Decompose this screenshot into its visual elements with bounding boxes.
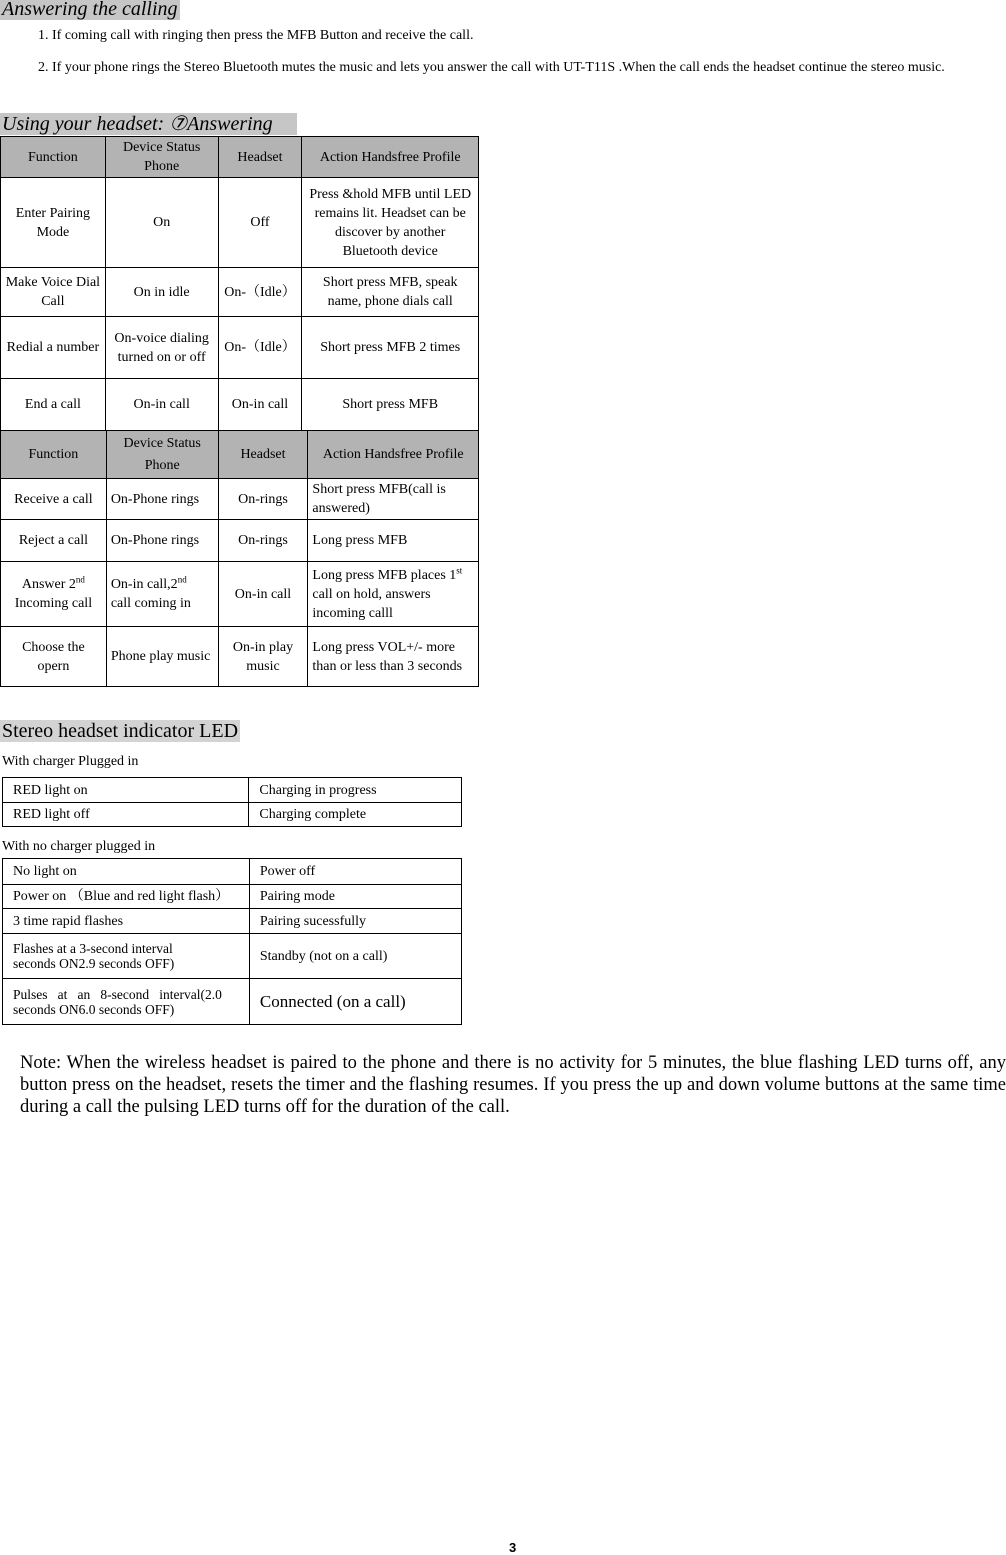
cell-action: Short press MFB(call is answered) — [308, 479, 479, 520]
list-item: 1. If coming call with ringing then press the MFB Button and receive the call. — [38, 28, 474, 43]
led-nocharger-table — [2, 858, 462, 1025]
cell-headset: On-in call — [218, 379, 302, 431]
cell-led-state: Power on （Blue and red light flash） — [3, 885, 250, 909]
table-row — [3, 778, 462, 803]
cell-led-meaning: Standby (not on a call) — [249, 934, 461, 979]
cell-headset: On-rings — [218, 520, 308, 562]
cell-headset: On-（Idle） — [218, 268, 302, 317]
cell-headset: Off — [218, 178, 302, 268]
cell-headset: On-（Idle） — [218, 317, 302, 379]
cell-led-state: No light on — [3, 859, 250, 885]
cell-function: End a call — [1, 379, 106, 431]
note-paragraph: Note: When the wireless headset is paired to the phone and there is no activity for 5 minutes, the blue flashing LED turns off, any button press on the headset, resets the timer and the flashing resumes. If you press the up and down volume buttons at the same time during a call the pulsing LED turns off for the duration of the call. — [20, 1053, 1006, 1117]
list-item: 2. If your phone rings the Stereo Bluetooth mutes the music and lets you answer the call with UT-T11S .When the call ends the headset continue the stereo music. — [38, 60, 945, 75]
header-headset: Headset — [218, 137, 302, 178]
cell-function: Make Voice Dial Call — [1, 268, 106, 317]
cell-function: Enter Pairing Mode — [1, 178, 106, 268]
header-action: Action Handsfree Profile — [308, 431, 479, 479]
page-number: 3 — [509, 1540, 517, 1555]
table-row — [3, 803, 462, 827]
cell-headset: On-in call — [218, 562, 308, 627]
cell-led-state: RED light off — [3, 803, 249, 827]
cell-led-state: Flashes at a 3-second interval seconds ON2.9 seconds OFF) — [3, 934, 250, 979]
cell-device-status: On-Phone rings — [106, 520, 218, 562]
section-title-answering: Answering the calling — [2, 0, 178, 20]
cell-led-meaning: Charging complete — [249, 803, 462, 827]
table-row — [1, 479, 479, 520]
nocharger-label: With no charger plugged in — [2, 839, 156, 854]
cell-device-status: On-in call,2nd call coming in — [106, 562, 218, 627]
cell-function: Choose the opern — [1, 627, 107, 687]
cell-function: Receive a call — [1, 479, 107, 520]
header-headset: Headset — [218, 431, 308, 479]
cell-action: Long press VOL+/- more than or less than 3 seconds — [308, 627, 479, 687]
cell-device-status: On-voice dialing turned on or off — [105, 317, 218, 379]
section-title-using-headset: Using your headset: ⑦Answering — [0, 113, 297, 135]
table-row — [1, 379, 479, 431]
table-row — [1, 562, 479, 627]
cell-led-meaning: Pairing sucessfully — [249, 909, 461, 934]
table-row — [1, 520, 479, 562]
header-action: Action Handsfree Profile — [302, 137, 479, 178]
header-device-status: Device Status Phone — [106, 431, 218, 479]
table-row — [3, 859, 462, 885]
table-row — [3, 885, 462, 909]
cell-device-status: On in idle — [105, 268, 218, 317]
cell-function: Answer 2nd Incoming call — [1, 562, 107, 627]
cell-action: Short press MFB, speak name, phone dials call — [302, 268, 479, 317]
cell-led-meaning: Charging in progress — [249, 778, 462, 803]
cell-device-status: On-in call — [105, 379, 218, 431]
function-table-1 — [0, 136, 479, 431]
table-row — [1, 178, 479, 268]
cell-device-status: On — [105, 178, 218, 268]
led-charger-table — [2, 777, 462, 827]
cell-function: Redial a number — [1, 317, 106, 379]
table-row — [3, 934, 462, 979]
cell-headset: On-rings — [218, 479, 308, 520]
cell-device-status: On-Phone rings — [106, 479, 218, 520]
cell-action: Long press MFB places 1st call on hold, answers incoming calll — [308, 562, 479, 627]
cell-action: Long press MFB — [308, 520, 479, 562]
cell-action: Short press MFB — [302, 379, 479, 431]
cell-headset: On-in play music — [218, 627, 308, 687]
cell-action: Press &hold MFB until LED remains lit. Headset can be discover by another Bluetooth device — [302, 178, 479, 268]
cell-device-status: Phone play music — [106, 627, 218, 687]
cell-function: Reject a call — [1, 520, 107, 562]
section-title-led: Stereo headset indicator LED — [2, 720, 239, 742]
table-row — [3, 909, 462, 934]
function-table-2 — [0, 430, 479, 687]
header-function: Function — [1, 431, 107, 479]
cell-led-meaning: Connected (on a call) — [249, 979, 461, 1025]
cell-led-meaning: Pairing mode — [249, 885, 461, 909]
cell-led-state: RED light on — [3, 778, 249, 803]
header-device-status: Device Status Phone — [105, 137, 218, 178]
cell-led-state: 3 time rapid flashes — [3, 909, 250, 934]
table-row — [1, 627, 479, 687]
cell-led-state: Pulses at an 8-second interval(2.0 seconds ON6.0 seconds OFF) — [3, 979, 250, 1025]
header-function: Function — [1, 137, 106, 178]
cell-led-meaning: Power off — [249, 859, 461, 885]
table-row — [1, 317, 479, 379]
table-row — [1, 268, 479, 317]
table-row — [3, 979, 462, 1025]
charger-label: With charger Plugged in — [2, 754, 139, 769]
cell-action: Short press MFB 2 times — [302, 317, 479, 379]
